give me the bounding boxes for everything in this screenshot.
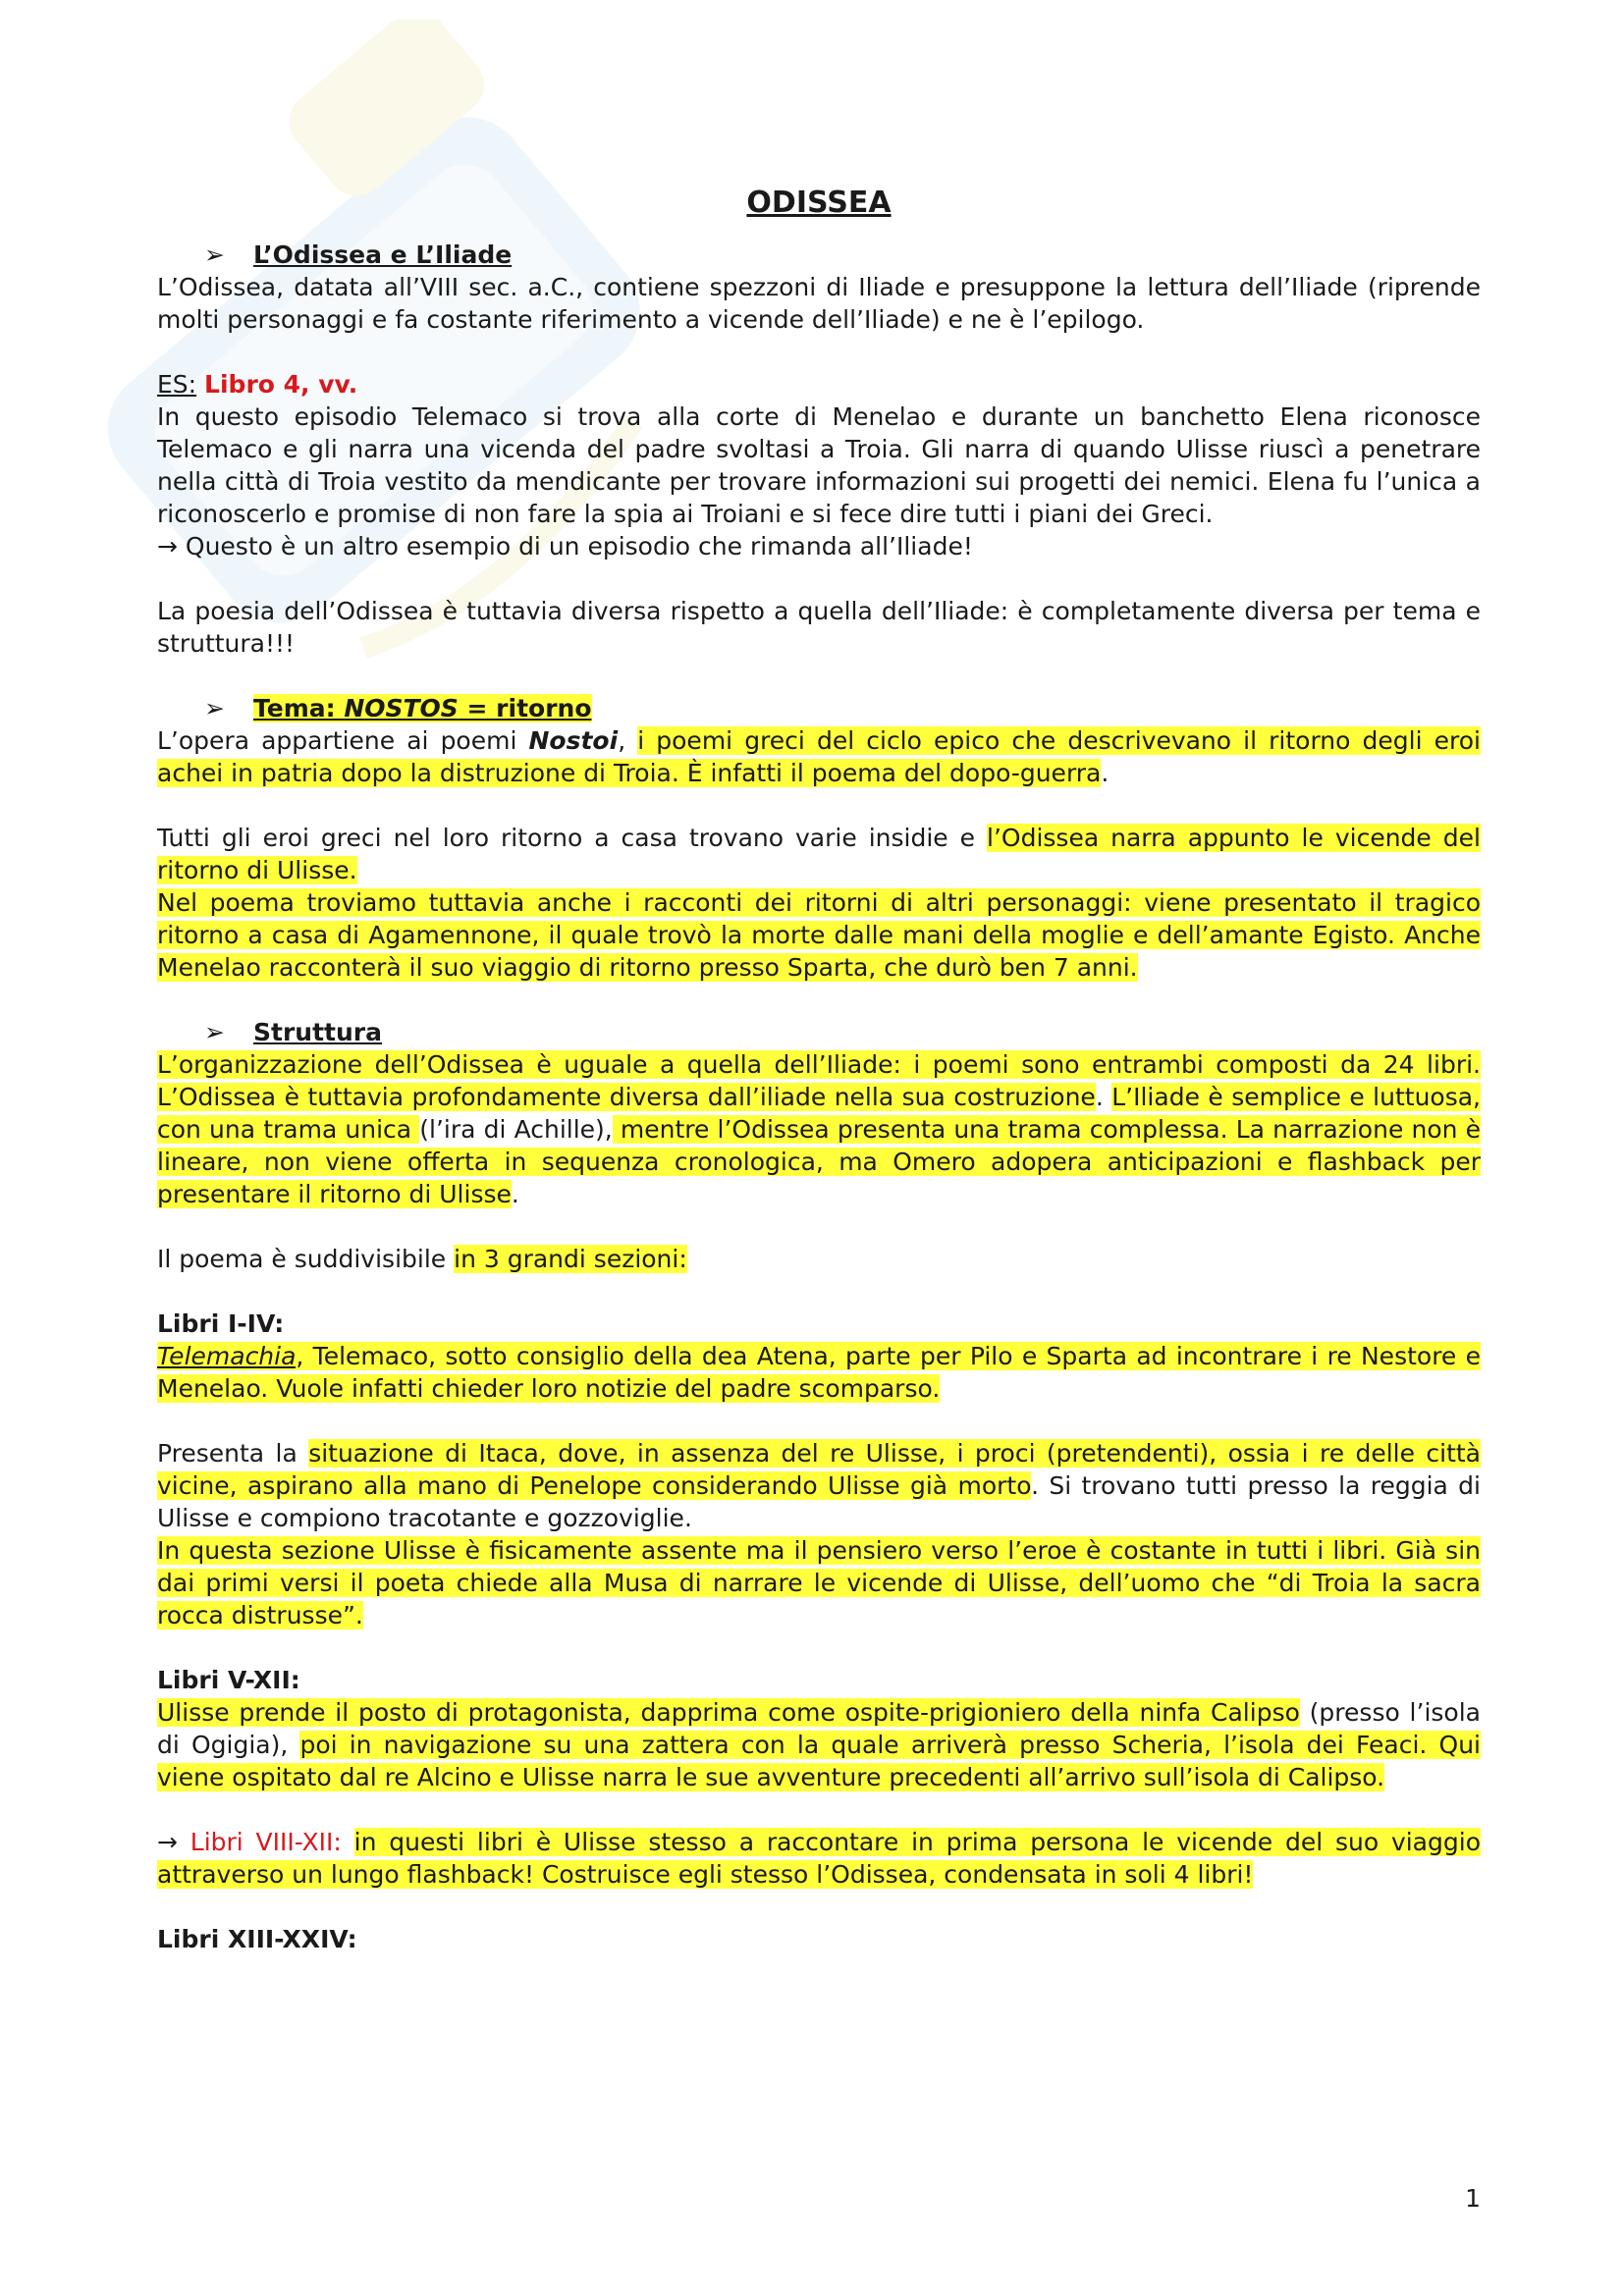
paragraph <box>157 1534 1481 1631</box>
text-run: . <box>511 1180 519 1208</box>
text-run: L’opera appartiene ai poemi <box>157 726 529 755</box>
paragraph <box>157 822 1481 886</box>
highlighted-text: poi in navigazione su una zattera con la quale arriverà presso Scheria, l’isola dei Feaci. Qui viene ospitato dal re Alcino e Ulisse narra le sue avventure precedenti all’arrivo sull’isola di Calipso. <box>157 1731 1481 1791</box>
heading-text: L’Odissea e L’Iliade <box>253 240 513 269</box>
section-heading-struttura <box>204 1016 1481 1048</box>
highlighted-text: mentre l’Odissea presenta una trama complessa. La narrazione non è lineare, non viene offerta in sequenza cronologica, ma Omero adopera anticipazioni e flashback per presentare il ritorno di Ulisse <box>157 1115 1481 1208</box>
text-run <box>342 1828 354 1856</box>
heading-text <box>253 694 592 722</box>
example-line <box>157 368 1481 400</box>
highlighted-text: in questi libri è Ulisse stesso a raccontare in prima persona le vicende del suo viaggio attraverso un lungo flashback! Costruisce egli stesso l’Odissea, condensata in soli 4 libri! <box>157 1828 1481 1889</box>
text-run: Nostoi <box>528 726 619 755</box>
paragraph <box>157 724 1481 789</box>
highlighted-text: in 3 grandi sezioni: <box>454 1245 687 1273</box>
text-run: . <box>1095 1083 1112 1111</box>
highlighted-text: , Telemaco, sotto consiglio della dea Atena, parte per Pilo e Sparta ad incontrare i re Nestore e Menelao. Vuole infatti chieder loro notizie del padre scomparso. <box>157 1342 1481 1403</box>
document-title: ODISSEA <box>746 186 892 220</box>
subheading-libri-i-iv: Libri I-IV: <box>157 1309 285 1338</box>
highlighted-text: In questa sezione Ulisse è fisicamente assente ma il pensiero verso l’eroe è costante in tutti i libri. Già sin dai primi versi il poeta chiede alla Musa di narrare le vicende di Ulisse, dell’uomo che “di Troia la sacra rocca distrusse”. <box>157 1536 1481 1629</box>
text-run: Tutti gli eroi greci nel loro ritorno a casa trovano varie insidie e <box>157 824 988 852</box>
section-heading-tema <box>204 692 1481 724</box>
paragraph <box>157 1340 1481 1405</box>
heading-text: Struttura <box>253 1018 382 1046</box>
heading-suffix: = ritorno <box>458 694 592 722</box>
text-run: , <box>618 726 638 755</box>
section-heading-odissea-iliade <box>204 239 1481 271</box>
paragraph <box>157 1696 1481 1793</box>
highlighted-text: i poemi greci del ciclo epico che descrivevano il ritorno degli eroi achei in patria dopo la distruzione di Troia. È infatti il poema del dopo-guerra <box>157 726 1481 787</box>
paragraph <box>157 1826 1481 1891</box>
page-number: 1 <box>1465 2184 1481 2213</box>
red-reference: Libri VIII-XII: <box>189 1828 342 1856</box>
highlighted-text: Nel poema troviamo tuttavia anche i racconti dei ritorni di altri personaggi: viene presentato il tragico ritorno a casa di Agamennone, il quale trovò la morte dalle mani della moglie e dell’amante Egisto. Anche Menelao racconterà il suo viaggio di ritorno presso Sparta, che durò ben 7 anni. <box>157 888 1481 982</box>
text-run: Il poema è suddivisibile <box>157 1245 455 1273</box>
highlighted-text: L’Iliade è semplice e luttuosa, con una trama unica <box>157 1083 1481 1144</box>
paragraph: In questo episodio Telemaco si trova alla corte di Menelao e durante un banchetto Elena riconosce Telemaco e gli narra una vicenda del padre svoltasi a Troia. Gli narra di quando Ulisse riuscì a penetrare nella città di Troia vestito da mendicante per trovare informazioni sui progetti dei nemici. Elena fu l’unica a riconoscerlo e promise di non fare la spia ai Troiani e si fece dire tutti i piani dei Greci. <box>157 402 1481 528</box>
arrow-bullet-icon: ➢ <box>204 694 225 722</box>
es-label: ES: <box>157 370 197 399</box>
highlighted-text: L’organizzazione dell’Odissea è uguale a quella dell’Iliade: i poemi sono entrambi composti da 24 libri. L’Odissea è tuttavia profondamente diversa dall’iliade nella sua costruzione <box>157 1050 1481 1111</box>
arrow-bullet-icon: ➢ <box>204 1018 225 1046</box>
paragraph <box>157 1243 1481 1275</box>
paragraph <box>157 1048 1481 1210</box>
text-run: (presso l’isola di Ogigia), <box>157 1698 1481 1759</box>
highlighted-text: Telemachia <box>157 1342 297 1370</box>
text-run: . Si trovano tutti presso la reggia di Ulisse e compiono tracotante e gozzoviglie. <box>157 1471 1481 1532</box>
text-run: . <box>1101 759 1109 787</box>
es-reference: Libro 4, vv. <box>204 370 358 399</box>
arrow-bullet-icon: ➢ <box>204 240 225 269</box>
subheading-libri-v-xii: Libri V-XII: <box>157 1666 300 1694</box>
heading-emphasis: NOSTOS <box>344 694 459 722</box>
paragraph: La poesia dell’Odissea è tuttavia diversa rispetto a quella dell’Iliade: è completamente diversa per tema e struttura!!! <box>157 597 1481 658</box>
subheading-libri-xiii-xxiv: Libri XIII-XXIV: <box>157 1925 357 1953</box>
paragraph <box>157 886 1481 984</box>
paragraph <box>157 1437 1481 1534</box>
highlighted-text: situazione di Itaca, dove, in assenza del re Ulisse, i proci (pretendenti), ossia i re delle città vicine, aspirano alla mano di Penelope considerando Ulisse già morto <box>157 1439 1482 1500</box>
highlighted-text: Ulisse prende il posto di protagonista, dapprima come ospite-prigioniero della ninfa Calipso <box>157 1698 1300 1727</box>
document-page <box>157 187 1481 1955</box>
paragraph: L’Odissea, datata all’VIII sec. a.C., contiene spezzoni di Iliade e presuppone la lettura dell’Iliade (riprende molti personaggi e fa costante riferimento a vicende dell’Iliade) e ne è l’epilogo. <box>157 273 1481 334</box>
paragraph: → Questo è un altro esempio di un episodio che rimanda all’Iliade! <box>157 532 973 561</box>
highlighted-text: l’Odissea narra appunto le vicende del ritorno di Ulisse. <box>157 824 1481 884</box>
text-run: Presenta la <box>157 1439 309 1468</box>
text-run: (l’ira di Achille), <box>419 1115 613 1144</box>
heading-prefix: Tema: <box>253 694 345 722</box>
arrow-icon: → <box>157 1828 190 1856</box>
